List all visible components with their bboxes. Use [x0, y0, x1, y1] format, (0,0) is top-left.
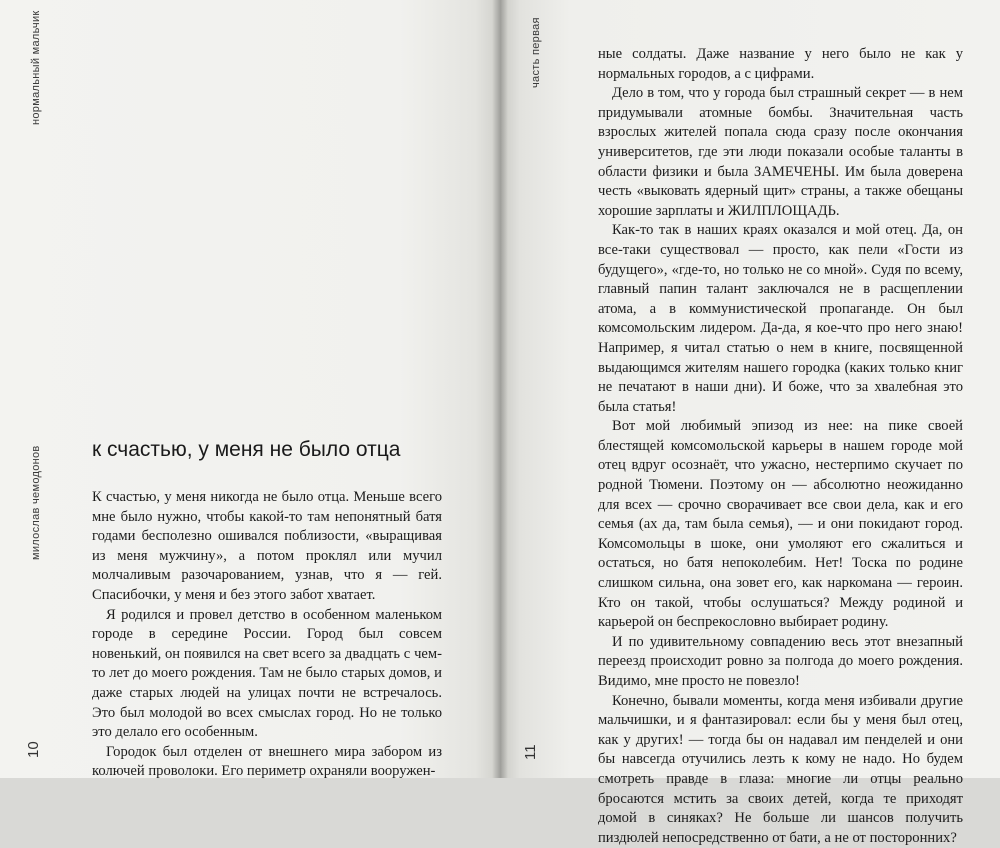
paragraph: Я родился и провел детство в особенном маленьком городе в середине России. Город был совсем новенький, он появился на свет всего за двадцать с чем-то лет до моего рождения. Там не было старых домов, и даже старых людей на улицах почти не встречалось. Это был молодой во всех смыслах город. Но не только это делало его особенным.: [92, 606, 442, 741]
paragraph: Дело в том, что у города был страшный секрет — в нем придумывали атомные бомбы. Значительная часть взрослых жителей попала сюда сразу после окончания университетов, где эти люди показали особые таланты в области физики и была ЗАМЕЧЕНЫ. Им была доверена честь «выковать ядерный щит» страны, а также обещаны хорошие зарплаты и ЖИЛПЛОЩАДЬ.: [598, 85, 963, 219]
paragraph: Как-то так в наших краях оказался и мой отец. Да, он все-таки существовал — просто, как пели «Гости из будущего», «где-то, но только не со мной». Судя по всему, главный папин талант заключался не в расщеплении атома, а в коммунистической пропаганде. Он был комсомольским лидером. Да-да, я кое-что про него знаю! Например, я читал статью о нем в книге, посвященной выдающимся жителям нашего городка (каких только книг не печатают в наши дни). И боже, что за хвалебная это была статья!: [598, 222, 963, 415]
paragraph: Вот мой любимый эпизод из нее: на пике своей блестящей комсомольской карьеры в нашем городе мой отец вдруг осознаёт, что ужасно, нестерпимо скучает по родной Тюмени. Поэтому он — абсолютно неожиданно для всех — срочно сворачивает все свои дела, как и его семья (ах да, там была семья), — и они покидают город. Комсомольцы в шоке, они умоляют его сжалиться и остаться, но батя непоколебим. Нет! Тоска по родине слишком сильна, она зовет его, как наркомана — героин. Кто он такой, чтобы ослушаться? Между родиной и карьерой он беспрекословно выбирает родину.: [598, 418, 963, 631]
page-number-left: 10: [25, 741, 42, 758]
left-page: [0, 0, 500, 778]
running-head-top: нормальный мальчик: [30, 10, 42, 125]
running-head-author: милослав чемодонов: [30, 445, 42, 560]
paragraph: Городок был отделен от внешнего мира забором из колючей проволоки. Его периметр охраняли вооружен-: [92, 743, 442, 780]
left-body-text: [92, 488, 442, 782]
paragraph: Конечно, бывали моменты, когда меня избивали другие мальчишки, и я фантазировал: если бы у меня был отец, как у других! — тогда бы он надавал им пенделей и они бы навсегда отучились лезть к кому не надо. Но будем смотреть правде в глаза: многие ли отцы реально бросаются мстить за своих детей, когда те приходят домой в синяках? Не больше ли шансов получить пиздюлей непосредственно от бати, а не от посторонних?: [598, 692, 963, 846]
paragraph: ные солдаты. Даже название у него было не как у нормальных городов, а с цифрами.: [598, 46, 963, 82]
book-gutter-shadow: [492, 0, 508, 778]
running-head-part: часть первая: [530, 17, 542, 88]
right-page: [500, 0, 1000, 846]
right-body-text: [598, 45, 963, 848]
paragraph: К счастью, у меня никогда не было отца. Меньше всего мне было нужно, чтобы какой-то там непонятный батя годами бесполезно ошивался поблизости, «выращивая из меня мужчину», а потом проклял или мучил молчаливым разочарованием, узнав, что я — гей. Спасибочки, у меня и без этого забот хватает.: [92, 489, 442, 603]
chapter-heading: к счастью, у меня не было отца: [92, 438, 401, 461]
paragraph: И по удивительному совпадению весь этот внезапный переезд происходит ровно за полгода до моего рождения. Видимо, мне просто не повезло!: [598, 633, 963, 689]
page-number-right: 11: [522, 744, 539, 760]
